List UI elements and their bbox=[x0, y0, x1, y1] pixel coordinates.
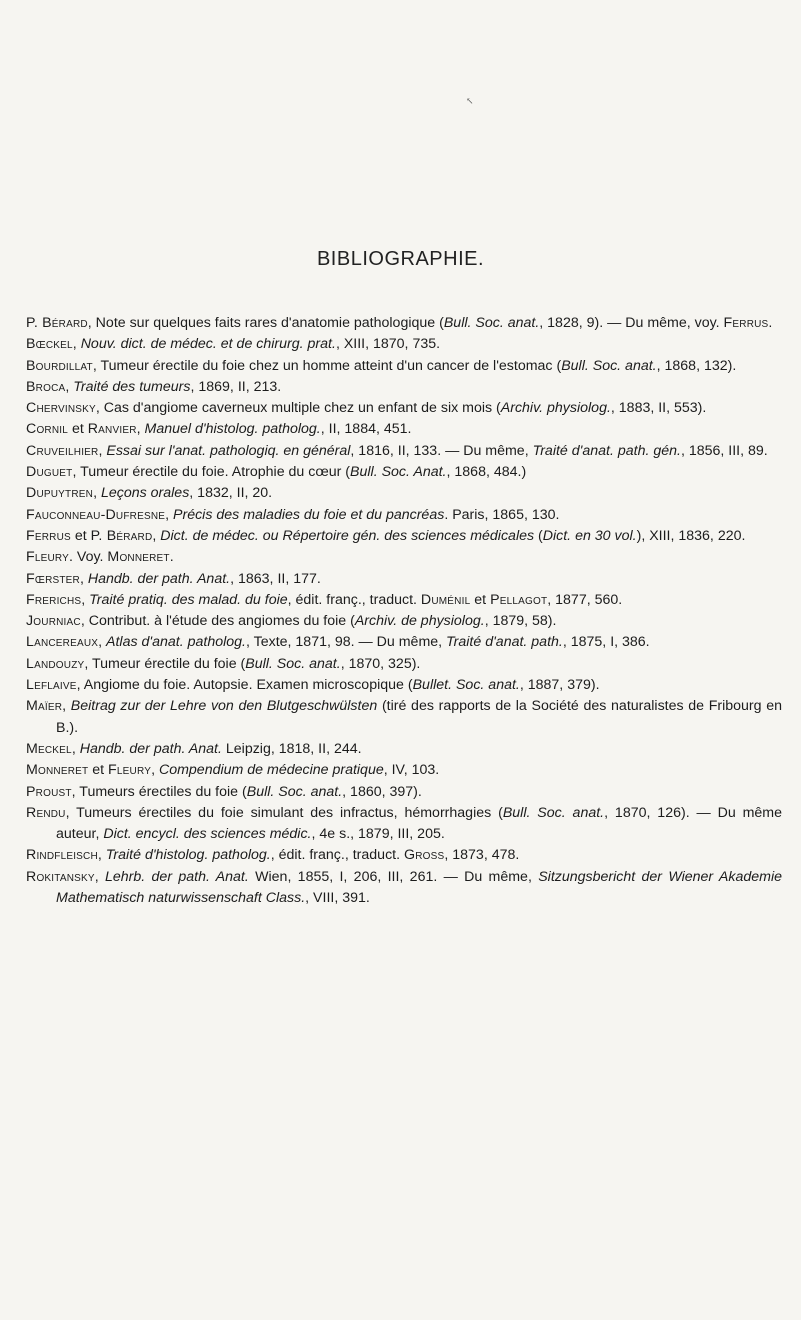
entry-author: Landouzy bbox=[26, 655, 85, 672]
entry-text-segment: , 1860, 397). bbox=[342, 783, 422, 800]
entry-text-segment: , 1828, 9). — Du même, voy. bbox=[539, 315, 724, 331]
entry-author: Journiac bbox=[26, 613, 81, 630]
entry-text-segment: , 1873, 478. bbox=[444, 847, 520, 864]
entry-text-segment: , édit. franç., traduct. bbox=[287, 591, 421, 608]
entry-text-segment: , bbox=[98, 634, 107, 651]
entry-author: Broca bbox=[26, 378, 66, 395]
entry-text bbox=[26, 547, 782, 568]
entry-text bbox=[26, 483, 782, 504]
entry-work-title: Traité des tumeurs bbox=[73, 378, 191, 395]
entry-text bbox=[26, 505, 782, 526]
entry-text-segment: , bbox=[152, 527, 161, 544]
entry-text bbox=[26, 398, 782, 419]
entry-text-segment: , 1870, 325). bbox=[340, 655, 421, 672]
entry-text bbox=[26, 441, 782, 462]
entry-text-segment: , bbox=[151, 762, 159, 779]
entry-author: Bourdillat bbox=[26, 357, 93, 374]
entry-text-segment: , 1879, 58). bbox=[484, 613, 557, 630]
entry-text-segment: , 1877, 560. bbox=[547, 591, 623, 608]
entry-author: Frerichs bbox=[26, 591, 82, 608]
entry-work-title: Traité d'histolog. patholog. bbox=[105, 847, 271, 864]
entry-author: Meckel bbox=[26, 740, 72, 757]
entry-author: Rokitansky bbox=[26, 868, 95, 885]
entry-text-segment: , 1869, II, 213. bbox=[190, 378, 282, 395]
entry-text-segment: , 1816, II, 133. — Du même, bbox=[350, 442, 533, 459]
entry-text-segment: , 1868, 484.) bbox=[446, 464, 527, 481]
entry-author: Fœrster bbox=[26, 570, 80, 587]
bibliography-entry bbox=[26, 867, 782, 910]
entry-text-segment: , Tumeurs érectiles du foie simulant des infractus, hémorrhagies ( bbox=[65, 804, 503, 821]
entry-text bbox=[26, 313, 782, 334]
entry-text-segment: , Contribut. à l'étude des angiomes du foie ( bbox=[80, 613, 355, 630]
entry-tertiary-author: Pellagot bbox=[490, 591, 548, 608]
entry-text-segment: , Cas d'angiome caverneux multiple chez un enfant de six mois ( bbox=[95, 400, 501, 417]
entry-text-segment: , bbox=[65, 378, 74, 395]
entry-text-segment: et bbox=[88, 762, 109, 779]
entry-text-segment: , 1883, II, 553). bbox=[610, 400, 707, 417]
entry-author: Leflaive bbox=[26, 677, 77, 694]
entry-text-segment: , bbox=[71, 740, 80, 757]
entry-secondary-author: Duménil bbox=[420, 591, 471, 608]
entry-text-segment: , 1887, 379). bbox=[519, 677, 600, 694]
entry-work-title: Atlas d'anat. patholog. bbox=[106, 634, 246, 651]
entry-work-title: Leçons orales bbox=[100, 485, 190, 502]
entry-text bbox=[26, 356, 782, 377]
entry-secondary-author: Monneret bbox=[107, 549, 170, 566]
entry-text-segment: , bbox=[136, 421, 145, 438]
entry-author: Dupuytren bbox=[26, 485, 94, 502]
bibliography-entry bbox=[26, 782, 782, 803]
bibliography-entry bbox=[26, 505, 782, 526]
corner-mark: ↖ bbox=[466, 97, 474, 107]
entry-author: Cornil bbox=[26, 421, 69, 438]
entry-work-title: Bull. Soc. anat. bbox=[502, 804, 605, 821]
page-title: BIBLIOGRAPHIE. bbox=[316, 248, 485, 270]
entry-text-segment: , Texte, 1871, 98. — Du même, bbox=[246, 634, 447, 651]
entry-secondary-author: Ferrus bbox=[723, 315, 769, 331]
bibliography-entry bbox=[26, 462, 782, 483]
entry-author: Lancereaux bbox=[26, 634, 99, 651]
entry-author: Rendu bbox=[26, 804, 66, 821]
entry-author: Fleury bbox=[26, 549, 70, 566]
entry-secondary-author: Gross bbox=[403, 847, 445, 864]
entry-text-segment: , 1875, I, 386. bbox=[562, 634, 650, 651]
entry-text bbox=[26, 334, 782, 355]
entry-text bbox=[26, 462, 782, 483]
entry-text bbox=[26, 739, 782, 760]
entry-text bbox=[26, 803, 782, 846]
entry-text-segment: ), XIII, 1836, 220. bbox=[636, 527, 746, 544]
entry-text-segment: et bbox=[70, 527, 91, 544]
entry-author: Fauconneau-Dufresne bbox=[26, 506, 166, 523]
entry-work-title: Manuel d'histolog. patholog. bbox=[144, 421, 321, 438]
entry-author: Monneret bbox=[26, 762, 89, 779]
entry-work-title: Essai sur l'anat. pathologiq. en général bbox=[106, 442, 351, 459]
bibliography-list bbox=[26, 313, 782, 909]
entry-text-segment: , bbox=[81, 591, 90, 608]
entry-work-title: Bull. Soc. anat. bbox=[246, 783, 343, 800]
entry-work-title: Bull. Soc. Anat. bbox=[350, 464, 447, 481]
entry-author: Duguet bbox=[26, 464, 73, 481]
entry-text bbox=[26, 377, 782, 398]
bibliography-entry bbox=[26, 313, 782, 334]
entry-text-segment: , 4e s., 1879, III, 205. bbox=[311, 826, 445, 843]
entry-text-segment: . Paris, 1865, 130. bbox=[444, 506, 560, 523]
entry-work-title: Lehrb. der path. Anat. bbox=[105, 868, 249, 885]
entry-text-segment: . Voy. bbox=[69, 549, 108, 566]
entry-text-segment: , Tumeur érectile du foie ( bbox=[84, 655, 246, 672]
entry-text-segment: , bbox=[79, 570, 88, 587]
entry-author: Bœckel bbox=[26, 336, 73, 353]
entry-work-title: Dict. de médec. ou Répertoire gén. des sciences médicales bbox=[160, 527, 535, 544]
entry-coauthor: Fleury bbox=[108, 762, 152, 779]
entry-text bbox=[26, 611, 782, 632]
entry-author: Proust bbox=[26, 783, 72, 800]
entry-text-segment: , Angiome du foie. Autopsie. Examen microscopique ( bbox=[76, 677, 413, 694]
entry-work-title: Traité pratiq. des malad. du foie bbox=[89, 591, 288, 608]
entry-text bbox=[26, 696, 782, 739]
entry-text-segment: , bbox=[97, 847, 106, 864]
entry-work-title: Nouv. dict. de médec. et de chirurg. prat. bbox=[80, 336, 336, 353]
bibliography-entry bbox=[26, 569, 782, 590]
bibliography-entry bbox=[26, 377, 782, 398]
bibliography-entry bbox=[26, 845, 782, 866]
entry-text bbox=[26, 845, 782, 866]
entry-text bbox=[26, 867, 782, 910]
bibliography-entry bbox=[26, 526, 782, 547]
entry-text-segment: , Note sur quelques faits rares d'anatomie pathologique ( bbox=[87, 315, 444, 331]
bibliography-entry bbox=[26, 654, 782, 675]
entry-text-segment: ( bbox=[534, 527, 543, 544]
entry-author: Maïer bbox=[26, 698, 63, 715]
entry-text bbox=[26, 590, 782, 611]
entry-text-segment: , XIII, 1870, 735. bbox=[335, 336, 441, 353]
entry-text-segment: , VIII, 391. bbox=[305, 890, 370, 907]
entry-work-title-2: Dict. encycl. des sciences médic. bbox=[103, 826, 312, 843]
entry-author: Cruveilhier bbox=[26, 442, 99, 459]
entry-text bbox=[26, 632, 782, 653]
entry-text-segment: , Tumeurs érectiles du foie ( bbox=[71, 783, 247, 800]
entry-text bbox=[26, 760, 782, 781]
bibliography-entry bbox=[26, 441, 782, 462]
bibliography-entry bbox=[26, 739, 782, 760]
entry-text-segment: et bbox=[68, 421, 88, 438]
entry-coauthor: P. Bérard bbox=[90, 527, 153, 544]
entry-work-title: Bullet. Soc. anat. bbox=[412, 677, 520, 694]
entry-text-segment: , Tumeur érectile du foie chez un homme atteint d'un cancer de l'estomac ( bbox=[92, 357, 562, 374]
entry-text-segment: , bbox=[165, 506, 174, 523]
entry-text-segment: , bbox=[98, 442, 107, 459]
entry-author: Chervinsky bbox=[26, 400, 96, 417]
entry-text-segment: , Tumeur érectile du foie. Atrophie du cœur ( bbox=[72, 464, 351, 481]
entry-work-title-2: Traité d'anat. path. bbox=[446, 634, 563, 651]
bibliography-entry bbox=[26, 590, 782, 611]
entry-author: P. Bérard bbox=[26, 315, 88, 331]
bibliography-entry bbox=[26, 675, 782, 696]
entry-text bbox=[26, 675, 782, 696]
entry-work-title: Beitrag zur der Lehre von den Blutgeschwülsten bbox=[70, 698, 378, 715]
entry-text-segment: , 1832, II, 20. bbox=[189, 485, 273, 502]
entry-text-segment: , édit. franç., traduct. bbox=[270, 847, 404, 864]
entry-text-segment: , bbox=[62, 698, 71, 715]
entry-text bbox=[26, 569, 782, 590]
entry-text-segment: Leipzig, 1818, II, 244. bbox=[221, 740, 362, 757]
entry-text bbox=[26, 782, 782, 803]
entry-text-segment: (tiré des rapports de la Société des naturalistes de Fribourg en B.). bbox=[56, 698, 782, 736]
bibliography-entry bbox=[26, 334, 782, 355]
bibliography-entry bbox=[26, 547, 782, 568]
entry-text-segment: , bbox=[94, 868, 105, 885]
bibliography-entry bbox=[26, 419, 782, 440]
entry-work-title-2: Traité d'anat. path. gén. bbox=[532, 442, 681, 459]
entry-text-segment: , IV, 103. bbox=[383, 762, 440, 779]
entry-work-title: Archiv. de physiolog. bbox=[354, 613, 485, 630]
bibliography-entry bbox=[26, 760, 782, 781]
entry-text-segment: . bbox=[169, 549, 174, 566]
entry-work-title-2: Dict. en 30 vol. bbox=[542, 527, 637, 544]
entry-work-title: Bull. Soc. anat. bbox=[443, 315, 540, 331]
entry-work-title: Compendium de médecine pratique bbox=[158, 762, 384, 779]
entry-text-segment: , 1870, 126). — Du même auteur, bbox=[56, 804, 783, 843]
entry-work-title: Précis des maladies du foie et du pancréas bbox=[173, 506, 445, 523]
entry-text-segment: , 1868, 132). bbox=[656, 357, 737, 374]
bibliography-entry bbox=[26, 483, 782, 504]
entry-coauthor: Ranvier bbox=[87, 421, 137, 438]
bibliography-entry bbox=[26, 696, 782, 739]
entry-text bbox=[26, 654, 782, 675]
entry-work-title: Bull. Soc. anat. bbox=[245, 655, 341, 672]
entry-author: Rindfleisch bbox=[26, 847, 98, 864]
entry-text-segment: , II, 1884, 451. bbox=[320, 421, 412, 438]
entry-text-segment: , 1863, II, 177. bbox=[230, 570, 321, 587]
entry-text-segment: . bbox=[768, 315, 773, 331]
entry-work-title: Handb. der path. Anat. bbox=[79, 740, 222, 757]
entry-text bbox=[26, 419, 782, 440]
entry-work-title: Handb. der path. Anat. bbox=[87, 570, 231, 587]
bibliography-entry bbox=[26, 398, 782, 419]
entry-text bbox=[26, 526, 782, 547]
entry-text-segment: et bbox=[470, 591, 491, 608]
entry-text-segment: Wien, 1855, I, 206, III, 261. — Du même, bbox=[248, 868, 539, 885]
bibliography-entry bbox=[26, 803, 782, 846]
entry-text-segment: , 1856, III, 89. bbox=[680, 442, 768, 459]
entry-work-title: Bull. Soc. anat. bbox=[561, 357, 657, 374]
entry-author: Ferrus bbox=[26, 527, 71, 544]
bibliography-entry bbox=[26, 632, 782, 653]
entry-text-segment: , bbox=[93, 485, 101, 502]
entry-work-title: Archiv. physiolog. bbox=[500, 400, 611, 417]
entry-work-title-2: Sitzungsbericht der Wiener Akademie Mathematisch naturwissenschaft Class. bbox=[56, 868, 782, 907]
bibliography-entry bbox=[26, 356, 782, 377]
entry-text-segment: , bbox=[72, 336, 81, 353]
bibliography-entry bbox=[26, 611, 782, 632]
